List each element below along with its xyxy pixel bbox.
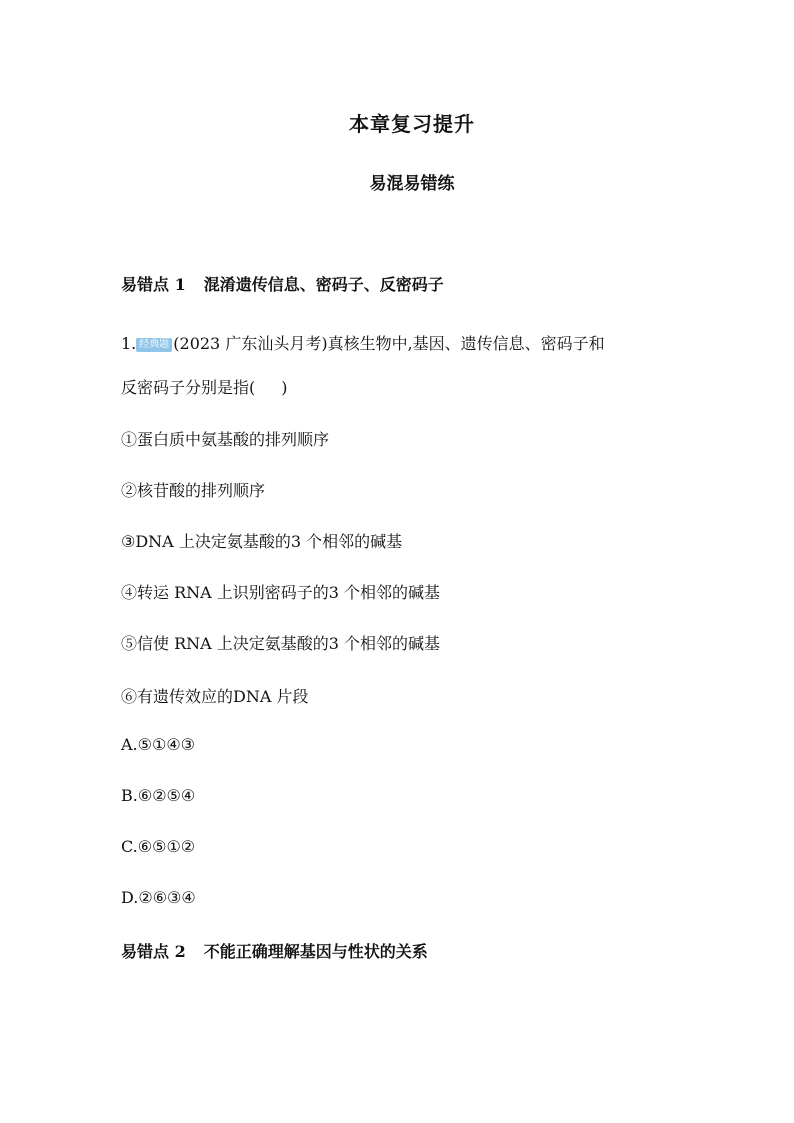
- section-heading-2: [121, 939, 428, 962]
- question-stem-continued: 反密码子分别是指(: [121, 378, 256, 397]
- section-title: 混淆遗传信息、密码子、反密码子: [203, 275, 444, 294]
- section-heading-1: [121, 272, 444, 295]
- question-stem-close: ): [281, 378, 288, 397]
- chapter-title: 本章复习提升: [349, 112, 475, 136]
- statement-item: ⑥有遗传效应的DNA 片段: [121, 687, 309, 706]
- statement-item: ⑤信使 RNA 上决定氨基酸的3 个相邻的碱基: [121, 634, 441, 653]
- answer-option-a: A.⑤①④③: [121, 735, 196, 754]
- section-title: 不能正确理解基因与性状的关系: [203, 942, 428, 961]
- chapter-subtitle: 易混易错练: [369, 174, 455, 194]
- statement-item: ③DNA 上决定氨基酸的3 个相邻的碱基: [121, 532, 403, 551]
- answer-option-c: C.⑥⑤①②: [121, 837, 196, 856]
- classic-question-badge: 经典题: [136, 338, 172, 352]
- statement-item: ①蛋白质中氨基酸的排列顺序: [121, 430, 330, 449]
- question-stem-line-2: [121, 375, 288, 398]
- question-number: 1.: [121, 334, 137, 353]
- answer-option-d: D.②⑥③④: [121, 888, 196, 907]
- section-label: 易错点 1: [121, 275, 186, 294]
- section-label: 易错点 2: [121, 942, 186, 961]
- statement-item: ②核苷酸的排列顺序: [121, 481, 266, 500]
- answer-option-b: B.⑥②⑤④: [121, 786, 196, 805]
- question-stem: 真核生物中,基因、遗传信息、密码子和: [327, 334, 605, 353]
- question-source: (2023 广东汕头月考): [173, 334, 328, 353]
- statement-item: ④转运 RNA 上识别密码子的3 个相邻的碱基: [121, 583, 441, 602]
- question-stem-line-1: [121, 331, 605, 354]
